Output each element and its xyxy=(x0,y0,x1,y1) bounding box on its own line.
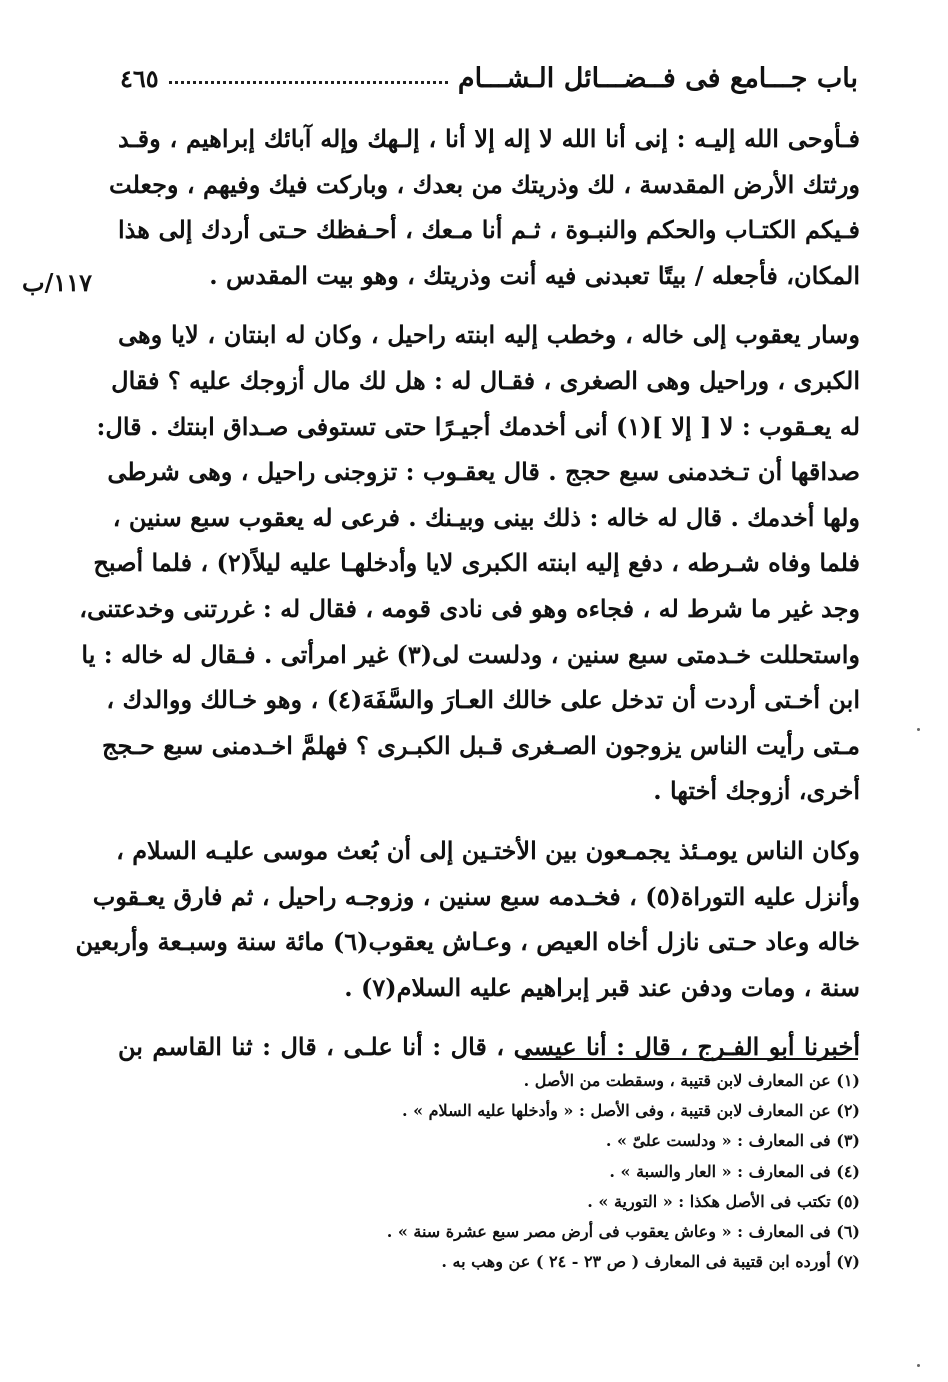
footnote: (٤) فى المعارف : « العار والسبة » . xyxy=(609,1161,860,1181)
text-line: الكبرى ، وراحيل وهى الصغرى ، فقـال له : هل لك مال أزوجك عليه ؟ فقال xyxy=(111,365,860,395)
text-line: أخرى، أزوجك أختها . xyxy=(653,776,860,806)
footnote-separator xyxy=(522,1058,858,1060)
text-line: فـأوحى الله إليـه : إنى أنا الله لا إله إلا أنا ، إلـهك وإله آبائك إبراهيم ، وقـد xyxy=(118,124,860,153)
text-line: أخبرنا أبو الفـرج ، قال : أنا عيسى ، قال : أنا علـى ، قال : ثنا القاسم بن xyxy=(118,1032,860,1062)
text-line: سنة ، ومات ودفن عند قبر إبراهيم عليه السلام(٧) . xyxy=(344,972,860,1002)
text-line: المكان، فأجعله / بيتًا تعبدنى فيه أنت وذريتك ، وهو بيت المقدس . xyxy=(209,260,860,290)
text-line: له يعـقوب : لا [ إلا ](١) أنى أخدمك أجيـرًا حتى تستوفى صـداق ابنتك . قال: xyxy=(96,411,860,441)
running-header xyxy=(120,58,858,98)
text-line: فـيكم الكتـاب والحكم والنبـوة ، ثـم أنا مـعك ، أحـفظك حـتى أردك إلى هذا xyxy=(118,215,860,245)
text-line: صداقها أن تـخدمنى سبع حجج . قال يعقـوب : تزوجنى راحيل ، وهى شرطى xyxy=(107,457,860,487)
text-line: ورثتك الأرض المقدسة ، لك وذريتك من بعدك ، وباركت فيك وفيهم ، وجعلت xyxy=(109,169,860,199)
text-line: ابن أخـتى أردت أن تدخل على خالك العـارَ والسَّفَهَ(٤) ، وهو خـالك ووالدك ، xyxy=(106,685,860,715)
text-line: مـتى رأيت الناس يزوجون الصـغرى قـبل الكبـرى ؟ فهلمَّ اخـدمنى سبع حـجج xyxy=(101,730,860,760)
paragraph xyxy=(79,312,860,814)
paragraph xyxy=(118,1024,860,1070)
text-line: وأنزل عليه التوراة(٥) ، فخـدمه سبع سنين ، وزوجـه راحيل ، ثم فارق يعـقوب xyxy=(92,881,860,911)
text-line: وسار يعقوب إلى خاله ، وخطب إليه ابنته راحيل ، وكان له ابنتان ، لايا وهى xyxy=(118,320,860,350)
text-line: وجد غير ما شرط له ، فجاءه وهو فى نادى قومه ، فقال له : غررتنى وخدعتنى، xyxy=(79,593,860,623)
scan-speck xyxy=(917,1364,920,1367)
text-line: فلما وفاه شـرطه ، دفع إليه ابنته الكبرى لايا وأدخلهـا عليه ليلاً(٢) ، فلما أصبح xyxy=(93,548,860,578)
header-leader-dots xyxy=(169,81,448,84)
text-line: واستحللت خـدمتى سبع سنين ، ودلست لى(٣) غير امرأتى . فـقال له خاله : يا xyxy=(81,639,860,669)
footnote: (٦) فى المعارف : « وعاش يعقوب فى أرض مصر سبع عشرة سنة » . xyxy=(386,1221,860,1241)
scan-speck xyxy=(917,728,920,731)
text-line: ولها أخدمك . قال له خاله : ذلك بينى وبيـنك . فرعى له يعقوب سبع سنين ، xyxy=(112,502,860,532)
paragraph xyxy=(109,116,860,298)
main-text xyxy=(75,116,860,1084)
footnote: (١) عن المعارف لابن قتيبة ، وسقطت من الأصل . xyxy=(523,1071,860,1090)
text-line: وكان الناس يومـئذ يجمـعون بين الأختـين إلى أن بُعث موسى عليـه السلام ، xyxy=(116,835,860,865)
header-title: باب جـــامع فى فــضـــائل الـشـــام xyxy=(457,62,858,94)
footnote: (٧) أورده ابن قتيبة فى المعارف ( ص ٢٣ - ٢٤ ) عن وهب به . xyxy=(441,1252,860,1272)
manuscript-folio-note: ١١٧/ب xyxy=(21,268,93,297)
footnote: (٥) تكتب فى الأصل هكذا : « التورية » . xyxy=(587,1191,860,1211)
footnotes xyxy=(118,1066,860,1277)
paragraph xyxy=(75,828,860,1010)
footnote: (٢) عن المعارف لابن قتيبة ، وفى الأصل : « وأدخلها عليه السلام » . xyxy=(401,1101,860,1121)
page-number: ٤٦٥ xyxy=(120,63,159,93)
footnote: (٣) فى المعارف : « ودلست علىّ » . xyxy=(605,1131,860,1151)
text-line: خاله وعاد حـتى نازل أخاه العيص ، وعـاش يعقوب(٦) مائة سنة وسبـعة وأربعين xyxy=(75,927,860,957)
